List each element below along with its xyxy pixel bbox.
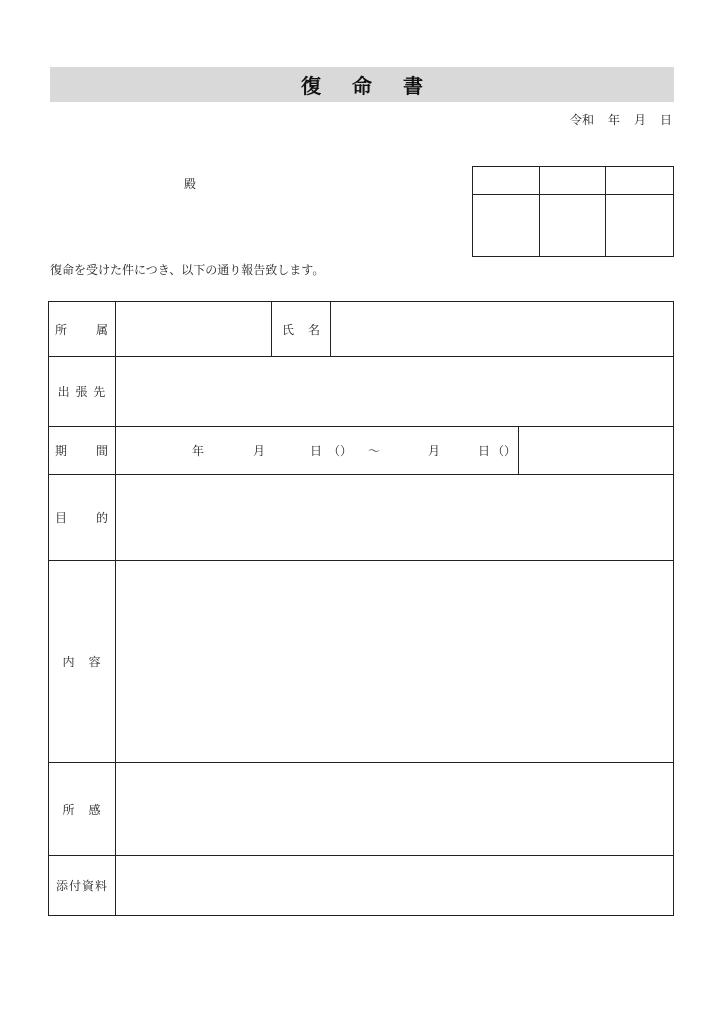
row-attachments <box>49 856 674 916</box>
label-char: 間 <box>95 444 109 458</box>
period-tilde: 〜 <box>368 444 381 458</box>
label-content: 内 容 <box>49 561 116 763</box>
label-char: 属 <box>95 322 109 337</box>
stamp-header-cell <box>606 167 673 195</box>
affiliation-name-cell <box>116 302 674 357</box>
period-day-end: 日 <box>478 444 491 458</box>
period-day-start: 日 <box>310 444 323 458</box>
attachments-field[interactable] <box>116 856 674 916</box>
label-impression: 所 感 <box>49 763 116 856</box>
affiliation-field[interactable] <box>116 302 272 356</box>
date-day: 日 <box>659 113 672 127</box>
stamp-cell[interactable] <box>606 195 673 256</box>
label-char: 目 <box>55 511 69 525</box>
row-content <box>49 561 674 763</box>
date-line <box>570 111 672 128</box>
purpose-field[interactable] <box>116 475 674 561</box>
name-field[interactable] <box>331 302 673 356</box>
stamp-cell[interactable] <box>473 195 540 256</box>
date-month: 月 <box>633 113 646 127</box>
label-purpose <box>49 475 116 561</box>
label-name <box>272 302 331 356</box>
stamp-header-cell <box>473 167 540 195</box>
stamp-cell[interactable] <box>540 195 607 256</box>
row-impression <box>49 763 674 856</box>
addressee-suffix: 殿 <box>184 177 197 191</box>
content-field[interactable] <box>116 561 674 763</box>
row-destination <box>49 357 674 427</box>
row-affiliation <box>49 302 674 357</box>
label-char: 所 <box>55 322 69 337</box>
row-purpose <box>49 475 674 561</box>
approval-stamp-grid <box>472 166 674 257</box>
report-table <box>48 301 674 916</box>
destination-field[interactable] <box>116 357 674 427</box>
label-period <box>49 427 116 475</box>
date-year: 年 <box>607 113 620 127</box>
label-affiliation <box>49 302 116 357</box>
period-month-start: 月 <box>253 444 266 458</box>
impression-field[interactable] <box>116 763 674 856</box>
period-year: 年 <box>192 444 205 458</box>
label-char: 的 <box>95 511 109 525</box>
period-cell <box>116 427 674 475</box>
title-bar <box>50 67 674 102</box>
period-weekday-end: （） <box>492 444 517 458</box>
label-char: 氏 <box>281 322 294 337</box>
label-destination: 出 張 先 <box>49 357 116 427</box>
row-period <box>49 427 674 475</box>
stamp-header-cell <box>540 167 607 195</box>
label-attachments: 添付資料 <box>49 856 116 916</box>
intro-text: 復命を受けた件につき、以下の通り報告致します。 <box>50 263 325 277</box>
document-title: 復 命 書 <box>301 74 435 98</box>
date-era: 令和 <box>569 113 594 127</box>
period-month-end: 月 <box>428 444 441 458</box>
period-dates-field[interactable] <box>116 427 519 474</box>
label-char: 名 <box>308 322 321 337</box>
period-extra-field[interactable] <box>519 427 673 474</box>
label-char: 期 <box>55 444 69 458</box>
period-weekday-start: （） <box>328 444 353 458</box>
